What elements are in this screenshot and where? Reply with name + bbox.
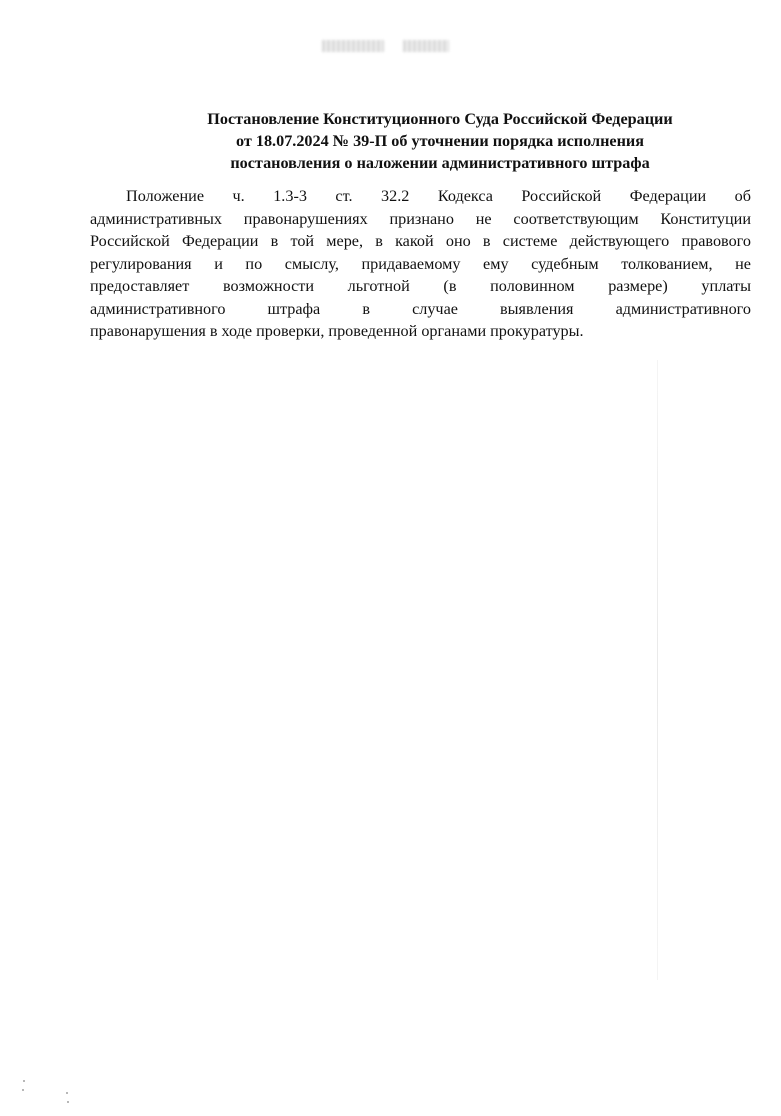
title-line: Постановление Конституционного Суда Российской Федерации xyxy=(207,110,673,128)
title-line: постановления о наложении административного штрафа xyxy=(230,154,650,172)
scan-artifact-line xyxy=(657,360,658,980)
paragraph-line: регулирования и по смыслу, придаваемому ему судебным толкованием, не xyxy=(90,254,751,273)
scan-speck xyxy=(23,1080,25,1082)
scan-speck xyxy=(22,1089,24,1091)
paragraph-line: административного штрафа в случае выявления административного xyxy=(90,299,751,318)
paragraph-line: правонарушения в ходе проверки, проведенной органами прокуратуры. xyxy=(90,322,584,340)
scan-speck xyxy=(66,1092,68,1094)
stamp-smudge xyxy=(403,40,449,52)
paragraph-line: административных правонарушениях признано не соответствующим Конституции xyxy=(90,209,751,228)
paragraph-line: Положение ч. 1.3-3 ст. 32.2 Кодекса Российской Федерации об xyxy=(126,187,751,205)
document-paragraph xyxy=(90,185,751,343)
paragraph-line: Российской Федерации в той мере, в какой оно в системе действующего правового xyxy=(90,232,751,250)
paragraph-line: предоставляет возможности льготной (в половинном размере) уплаты xyxy=(90,277,751,295)
scan-speck xyxy=(67,1101,69,1103)
stamp-smudge xyxy=(322,40,384,52)
title-line: от 18.07.2024 № 39-П об уточнении порядка исполнения xyxy=(235,132,645,150)
document-title xyxy=(90,108,781,174)
